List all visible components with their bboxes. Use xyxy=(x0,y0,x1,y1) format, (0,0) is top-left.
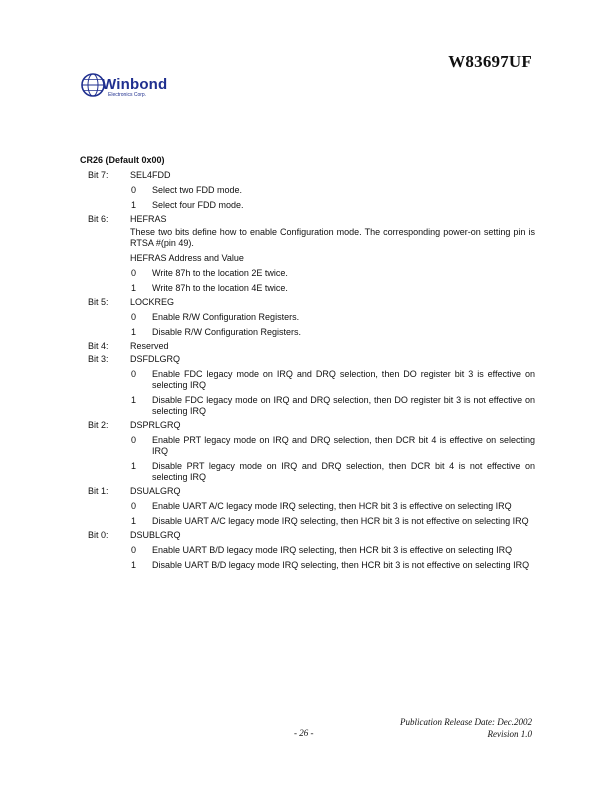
option-value: 0 xyxy=(131,312,137,322)
option-value: 0 xyxy=(131,545,137,555)
bit-option xyxy=(130,200,535,211)
option-value: 1 xyxy=(131,200,137,210)
page-number: - 26 - xyxy=(294,728,314,738)
bit-option xyxy=(130,560,535,571)
bit-option xyxy=(130,545,535,556)
bit-name: DSPRLGRQ xyxy=(130,420,181,430)
option-value: 1 xyxy=(131,395,137,405)
company-logo xyxy=(80,72,190,102)
bit-option xyxy=(130,185,535,196)
option-value: 0 xyxy=(131,435,137,445)
option-value: 0 xyxy=(131,369,137,379)
bit-option xyxy=(130,461,535,483)
document-title: W83697UF xyxy=(448,52,532,71)
bit-option xyxy=(130,369,535,391)
bit-option xyxy=(130,312,535,323)
bit-option xyxy=(130,516,535,527)
bit-name: DSUALGRQ xyxy=(130,486,181,496)
option-text: Disable PRT legacy mode on IRQ and DRQ selection, then DCR bit 4 is not effective on selecting IRQ xyxy=(152,461,535,482)
bit-entry xyxy=(80,530,535,571)
bit-description: HEFRAS Address and Value xyxy=(130,253,244,263)
bit-name: HEFRAS xyxy=(130,214,167,224)
bit-entry xyxy=(80,420,535,483)
option-text: Enable FDC legacy mode on IRQ and DRQ selection, then DO register bit 3 is effective on selecting IRQ xyxy=(152,369,535,390)
option-value: 0 xyxy=(131,501,137,511)
bit-label: Bit 3: xyxy=(88,354,109,364)
bit-list xyxy=(80,170,535,571)
bit-label: Bit 1: xyxy=(88,486,109,496)
option-value: 1 xyxy=(131,327,137,337)
release-date: Publication Release Date: Dec.2002 xyxy=(400,717,532,727)
bit-label: Bit 5: xyxy=(88,297,109,307)
bit-option xyxy=(130,283,535,294)
bit-name: SEL4FDD xyxy=(130,170,171,180)
option-text: Select two FDD mode. xyxy=(152,185,243,195)
bit-entry xyxy=(80,354,535,417)
option-value: 1 xyxy=(131,516,137,526)
bit-label: Bit 0: xyxy=(88,530,109,540)
revision: Revision 1.0 xyxy=(487,729,532,739)
register-description xyxy=(80,155,535,574)
option-text: Select four FDD mode. xyxy=(152,200,244,210)
bit-label: Bit 6: xyxy=(88,214,109,224)
option-text: Disable UART A/C legacy mode IRQ selecting, then HCR bit 3 is not effective on selecting IRQ xyxy=(152,516,529,526)
footer-info xyxy=(400,716,532,740)
option-text: Write 87h to the location 2E twice. xyxy=(152,268,288,278)
option-value: 1 xyxy=(131,283,137,293)
bit-name: DSUBLGRQ xyxy=(130,530,181,540)
bit-name: Reserved xyxy=(130,341,169,351)
option-text: Disable UART B/D legacy mode IRQ selecting, then HCR bit 3 is not effective on selecting IRQ xyxy=(152,560,530,570)
bit-name: LOCKREG xyxy=(130,297,175,307)
option-value: 1 xyxy=(131,461,137,471)
bit-option xyxy=(130,435,535,457)
bit-option xyxy=(130,395,535,417)
section-title: CR26 (Default 0x00) xyxy=(80,155,165,165)
option-text: Disable R/W Configuration Registers. xyxy=(152,327,302,337)
bit-description: These two bits define how to enable Configuration mode. The corresponding power-on setting pin is RTSA #(pin 49). xyxy=(130,227,535,248)
option-text: Write 87h to the location 4E twice. xyxy=(152,283,288,293)
logo-brand: Winbond xyxy=(102,76,168,93)
option-value: 1 xyxy=(131,560,137,570)
option-text: Enable PRT legacy mode on IRQ and DRQ selection, then DCR bit 4 is effective on selecting IRQ xyxy=(152,435,535,456)
option-text: Enable UART A/C legacy mode IRQ selecting, then HCR bit 3 is effective on selecting IRQ xyxy=(152,501,512,511)
option-value: 0 xyxy=(131,268,137,278)
bit-name: DSFDLGRQ xyxy=(130,354,181,364)
bit-entry xyxy=(80,170,535,211)
bit-entry xyxy=(80,214,535,294)
bit-option xyxy=(130,501,535,512)
option-text: Disable FDC legacy mode on IRQ and DRQ selection, then DO register bit 3 is not effective on selecting IRQ xyxy=(152,395,535,416)
bit-entry xyxy=(80,341,535,352)
option-text: Enable UART B/D legacy mode IRQ selecting, then HCR bit 3 is effective on selecting IRQ xyxy=(152,545,513,555)
bit-entry xyxy=(80,297,535,338)
option-text: Enable R/W Configuration Registers. xyxy=(152,312,300,322)
bit-option xyxy=(130,268,535,279)
bit-label: Bit 4: xyxy=(88,341,109,351)
bit-label: Bit 2: xyxy=(88,420,109,430)
logo-subtitle: Electronics Corp. xyxy=(108,92,147,98)
bit-entry xyxy=(80,486,535,527)
option-value: 0 xyxy=(131,185,137,195)
bit-option xyxy=(130,327,535,338)
bit-label: Bit 7: xyxy=(88,170,109,180)
